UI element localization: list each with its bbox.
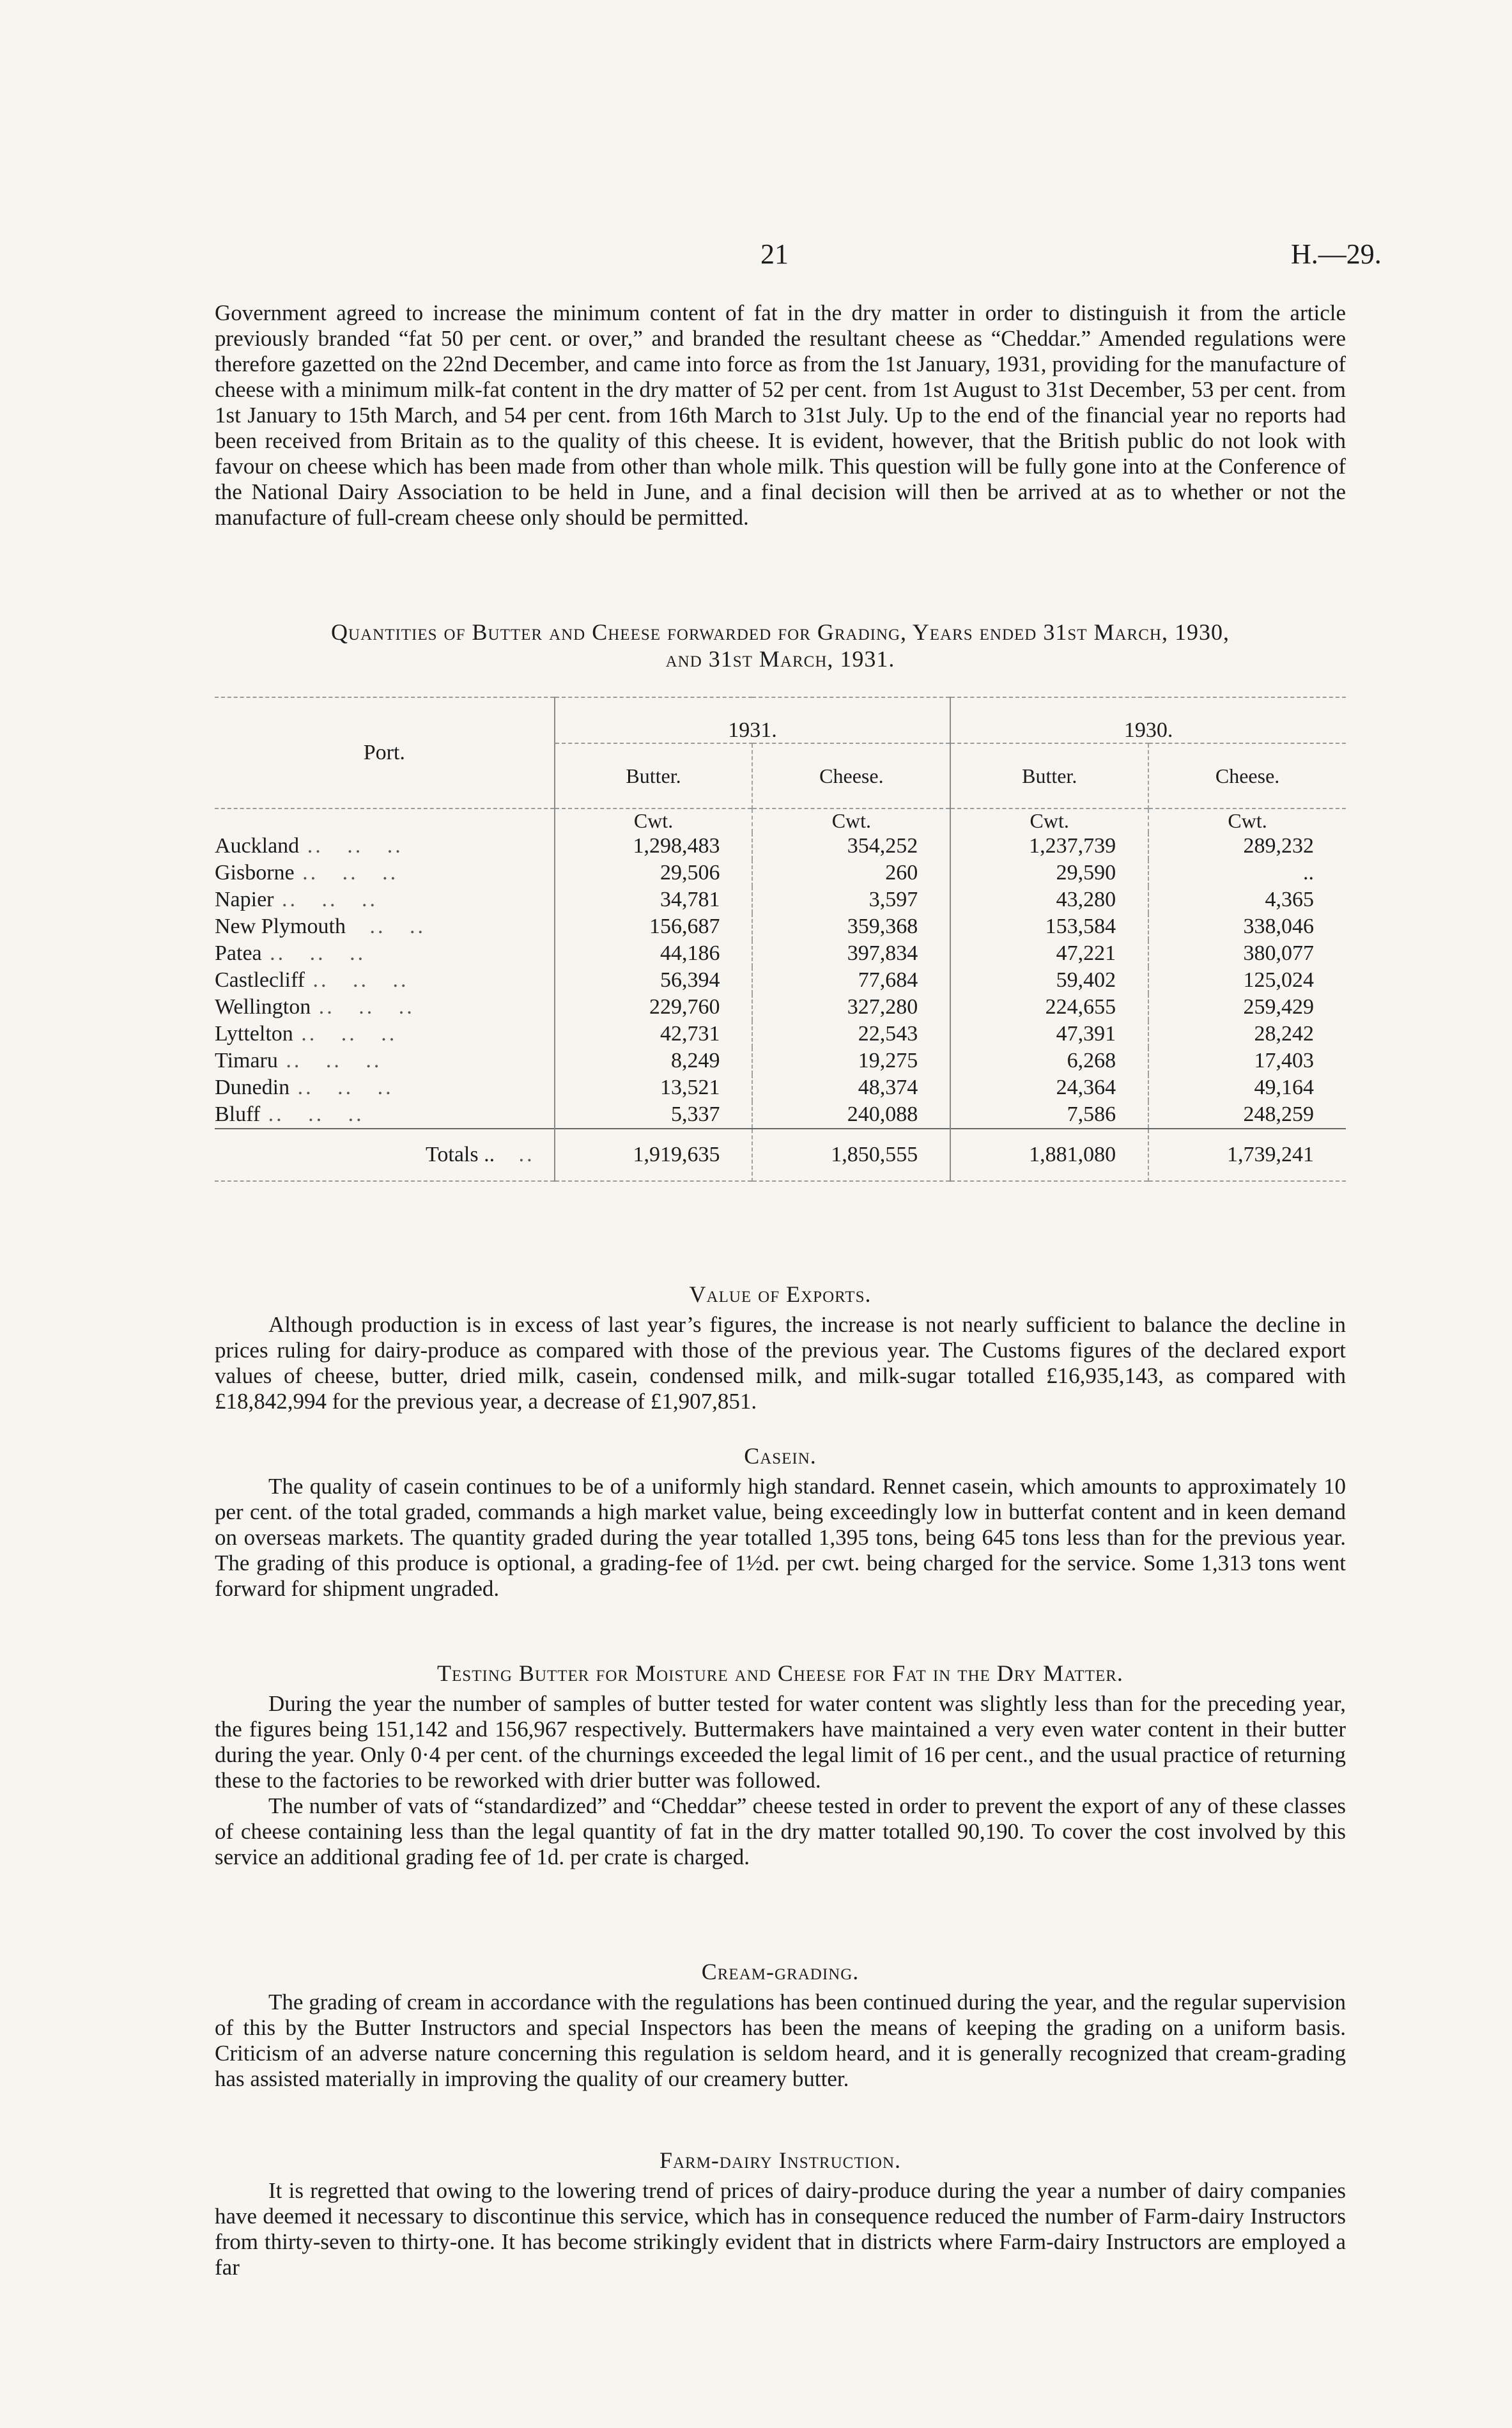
port-name: New Plymouth (215, 915, 346, 938)
value-of-exports-text: Although production is in excess of last year’s figures, the increase is not nearly sufficient to balance the decline in prices ruling for dairy-produce as compared with those of the previous year. The Customs figures of the declared export values of cheese, butter, dried milk, casein, condensed milk, and milk-sugar totalled £16,935,143, as compared with £18,842,994 for the previous year, a decrease of £1,907,851. (215, 1312, 1346, 1414)
cheese-1930-value: 28,242 (1148, 1021, 1346, 1048)
butter-1930-value: 7,586 (950, 1101, 1148, 1129)
unit-label: Cwt. (752, 808, 950, 833)
butter-1931-value: 44,186 (555, 940, 753, 967)
testing-section (215, 1660, 1346, 1870)
cream-grading-text: The grading of cream in accordance with the regulations has been continued during the year, and the regular supervision of this by the Butter Instructors and special Inspectors has been the means of keeping the grading on a uniform basis. Criticism of an adverse nature concerning this regulation is seldom heard, and it is generally recognized that cream-grading has assisted materially in improving the quality of our creamery butter. (215, 1990, 1346, 2091)
total-butter-1931: 1,919,635 (555, 1129, 753, 1181)
butter-1930-value: 224,655 (950, 994, 1148, 1021)
table-row: Bluff .. .. .. 5,337 240,088 7,586 248,259 (215, 1101, 1346, 1129)
cheese-1931-value: 240,088 (752, 1101, 950, 1129)
cheese-1931-value: 77,684 (752, 967, 950, 994)
butter-1930-value: 29,590 (950, 860, 1148, 886)
port-name: Wellington (215, 995, 311, 1019)
table-title (215, 619, 1346, 672)
port-name: Bluff (215, 1102, 261, 1126)
table-row: Lyttelton .. .. .. 42,731 22,543 47,391 28,242 (215, 1021, 1346, 1048)
port-column-header: Port. (363, 741, 405, 764)
cheese-1931-value: 48,374 (752, 1074, 950, 1101)
casein-section (215, 1443, 1346, 1602)
year-1930-header: 1930. (950, 697, 1346, 743)
cheese-1931-header: Cheese. (752, 743, 950, 808)
casein-heading: Casein. (744, 1443, 817, 1469)
port-name: Timaru (215, 1049, 278, 1072)
butter-1930-value: 59,402 (950, 967, 1148, 994)
butter-1930-value: 6,268 (950, 1048, 1148, 1074)
cream-grading-section (215, 1959, 1346, 2092)
intro-block (215, 300, 1346, 530)
cheese-1930-value: 248,259 (1148, 1101, 1346, 1129)
table-row: Gisborne .. .. .. 29,506 260 29,590 .. (215, 860, 1346, 886)
table-title-line-1: Quantities of Butter and Cheese forwarded for Grading, Years ended 31st March, 1930, (331, 619, 1230, 645)
cheese-1931-value: 3,597 (752, 886, 950, 913)
cheese-1931-value: 19,275 (752, 1048, 950, 1074)
testing-text-2: The number of vats of “standardized” and “Cheddar” cheese tested in order to prevent the export of any of these classes of cheese containing less than the legal quantity of fat in the dry matter totalled 90,190. To cover the cost involved by this service an additional grading fee of 1d. per crate is charged. (215, 1793, 1346, 1869)
table-row: Timaru .. .. .. 8,249 19,275 6,268 17,403 (215, 1048, 1346, 1074)
butter-1930-header: Butter. (950, 743, 1148, 808)
cheese-1930-value: 125,024 (1148, 967, 1346, 994)
cream-grading-heading: Cream-grading. (701, 1959, 860, 1984)
testing-text-1: During the year the number of samples of butter tested for water content was slightly less than for the preceding year, the figures being 151,142 and 156,967 respectively. Buttermakers have maintained a very even water content in their butter during the year. Only 0·4 per cent. of the churnings exceeded the legal limit of 16 per cent., and the usual practice of returning these to the factories to be reworked with drier butter was followed. (215, 1691, 1346, 1793)
butter-1931-value: 156,687 (555, 913, 753, 940)
table-row: New Plymouth .. .. 156,687 359,368 153,584 338,046 (215, 913, 1346, 940)
table-row: Wellington .. .. .. 229,760 327,280 224,655 259,429 (215, 994, 1346, 1021)
cheese-1930-header: Cheese. (1148, 743, 1346, 808)
butter-1931-value: 229,760 (555, 994, 753, 1021)
casein-text: The quality of casein continues to be of a uniformly high standard. Rennet casein, which amounts to approximately 10 per cent. of the total graded, commands a high market value, being exceedingly low in butterfat content and in keen demand on overseas markets. The quantity graded during the year totalled 1,395 tons, being 645 tons less than for the previous year. The grading of this produce is optional, a grading-fee of 1½d. per cwt. being charged for the service. Some 1,313 tons went forward for shipment ungraded. (215, 1474, 1346, 1601)
butter-1931-value: 34,781 (555, 886, 753, 913)
total-cheese-1931: 1,850,555 (752, 1129, 950, 1181)
cheese-1931-value: 22,543 (752, 1021, 950, 1048)
total-cheese-1930: 1,739,241 (1148, 1129, 1346, 1181)
table-title-line-2: and 31st March, 1931. (665, 646, 895, 672)
port-name: Castlecliff (215, 968, 305, 992)
farm-dairy-heading: Farm-dairy Instruction. (659, 2147, 902, 2173)
farm-dairy-section (215, 2147, 1346, 2280)
butter-1931-value: 29,506 (555, 860, 753, 886)
cheese-1931-value: 327,280 (752, 994, 950, 1021)
table-row: Napier .. .. .. 34,781 3,597 43,280 4,365 (215, 886, 1346, 913)
cheese-1931-value: 354,252 (752, 833, 950, 860)
unit-label: Cwt. (1148, 808, 1346, 833)
port-name: Patea (215, 941, 262, 965)
cheese-1930-value: 289,232 (1148, 833, 1346, 860)
farm-dairy-text: It is regretted that owing to the lowering trend of prices of dairy-produce during the year a number of dairy companies have deemed it necessary to discontinue this service, which has in consequence reduced the number of Farm-dairy Instructors from thirty-seven to thirty-one. It has become strikingly evident that in districts where Farm-dairy Instructors are employed a far (215, 2178, 1346, 2280)
butter-1931-value: 56,394 (555, 967, 753, 994)
document-reference: H.—29. (1291, 238, 1382, 270)
cheese-1930-value: 4,365 (1148, 886, 1346, 913)
table-row: Auckland .. .. .. 1,298,483 354,252 1,237,739 289,232 (215, 833, 1346, 860)
butter-1931-value: 8,249 (555, 1048, 753, 1074)
butter-1930-value: 47,221 (950, 940, 1148, 967)
table-row: Patea .. .. .. 44,186 397,834 47,221 380,077 (215, 940, 1346, 967)
cheese-1931-value: 260 (752, 860, 950, 886)
butter-1930-value: 24,364 (950, 1074, 1148, 1101)
grading-table (215, 697, 1346, 1182)
page-number: 21 (760, 238, 789, 270)
butter-1930-value: 43,280 (950, 886, 1148, 913)
table-row: Dunedin .. .. .. 13,521 48,374 24,364 49,164 (215, 1074, 1346, 1101)
total-butter-1930: 1,881,080 (950, 1129, 1148, 1181)
cheese-1930-value: 380,077 (1148, 940, 1346, 967)
port-name: Napier (215, 888, 274, 911)
testing-heading: Testing Butter for Moisture and Cheese for Fat in the Dry Matter. (437, 1660, 1123, 1686)
butter-1931-header: Butter. (555, 743, 753, 808)
port-name: Auckland (215, 834, 300, 858)
butter-1930-value: 153,584 (950, 913, 1148, 940)
butter-1931-value: 5,337 (555, 1101, 753, 1129)
butter-1931-value: 13,521 (555, 1074, 753, 1101)
intro-paragraph: Government agreed to increase the minimum content of fat in the dry matter in order to distinguish it from the article previously branded “fat 50 per cent. or over,” and branded the resultant cheese as “Cheddar.” Amended regulations were therefore gazetted on the 22nd December, and came into force as from the 1st January, 1931, providing for the manufacture of cheese with a minimum milk-fat content in the dry matter of 52 per cent. from 1st August to 31st December, 53 per cent. from 1st January to 15th March, and 54 per cent. from 16th March to 31st July. Up to the end of the financial year no reports had been received from Britain as to the quality of this cheese. It is evident, however, that the British public do not look with favour on cheese which has been made from other than whole milk. This question will be fully gone into at the Conference of the National Dairy Association to be held in June, and a final decision will then be arrived at as to whether or not the manufacture of full-cream cheese only should be permitted. (215, 300, 1346, 530)
table-row: Castlecliff .. .. .. 56,394 77,684 59,402 125,024 (215, 967, 1346, 994)
cheese-1931-value: 397,834 (752, 940, 950, 967)
totals-row: Totals .. .. 1,919,635 1,850,555 1,881,080 1,739,241 (215, 1129, 1346, 1181)
value-of-exports-heading: Value of Exports. (689, 1281, 872, 1307)
cheese-1930-value: .. (1148, 860, 1346, 886)
butter-1931-value: 1,298,483 (555, 833, 753, 860)
port-name: Lyttelton (215, 1022, 293, 1046)
butter-1930-value: 1,237,739 (950, 833, 1148, 860)
value-of-exports-section (215, 1281, 1346, 1414)
unit-label: Cwt. (555, 808, 753, 833)
butter-1931-value: 42,731 (555, 1021, 753, 1048)
cheese-1930-value: 17,403 (1148, 1048, 1346, 1074)
port-name: Gisborne (215, 861, 295, 885)
unit-label: Cwt. (950, 808, 1148, 833)
cheese-1930-value: 259,429 (1148, 994, 1346, 1021)
port-name: Dunedin (215, 1076, 290, 1099)
cheese-1930-value: 338,046 (1148, 913, 1346, 940)
year-1931-header: 1931. (555, 697, 951, 743)
cheese-1930-value: 49,164 (1148, 1074, 1346, 1101)
butter-1930-value: 47,391 (950, 1021, 1148, 1048)
totals-label: Totals .. (425, 1143, 495, 1166)
cheese-1931-value: 359,368 (752, 913, 950, 940)
